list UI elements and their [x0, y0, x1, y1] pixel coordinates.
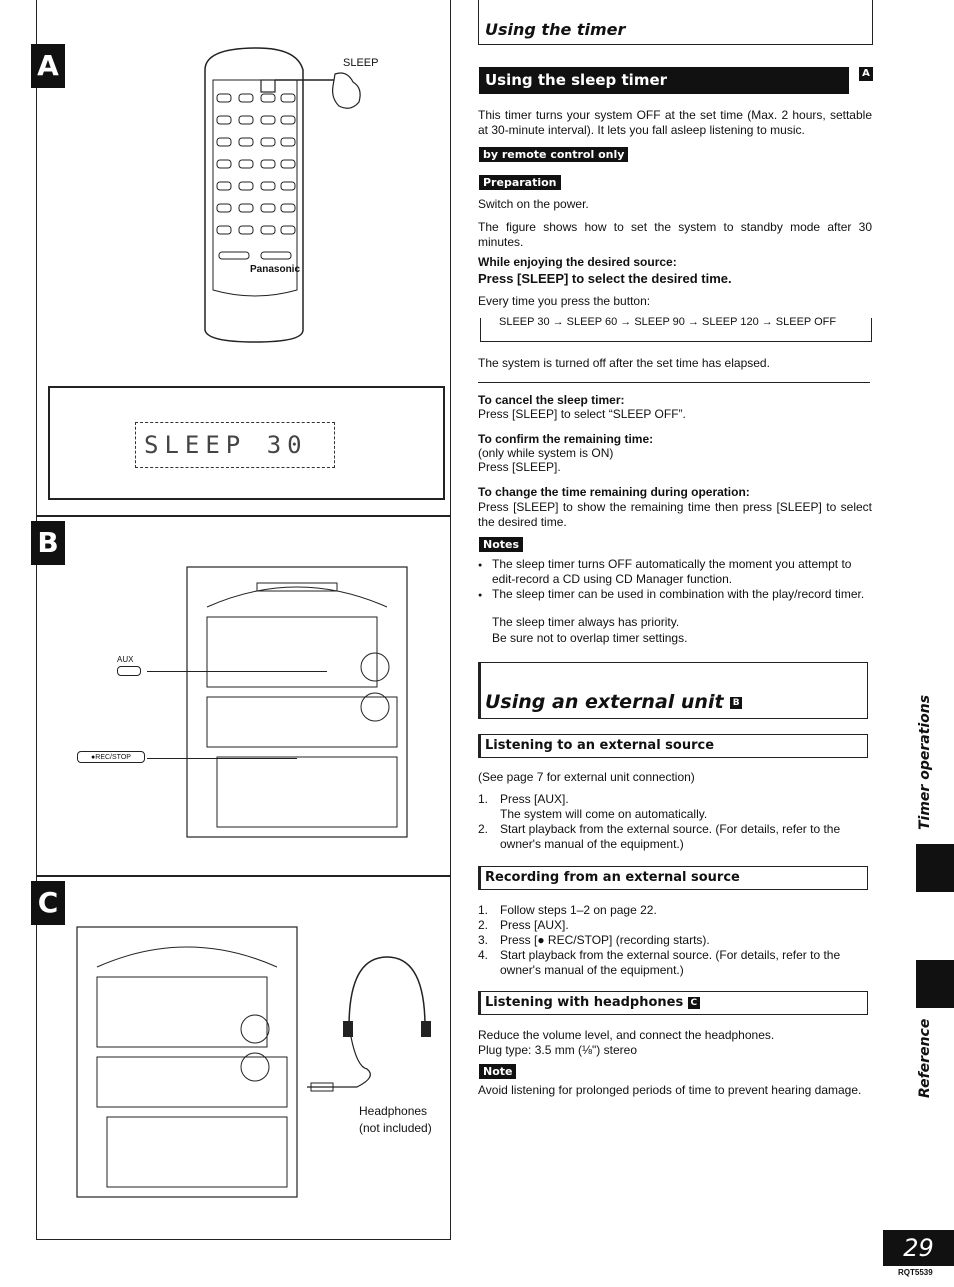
turned-off-text: The system is turned off after the set time has elapsed. — [478, 356, 770, 370]
note-continuation-2: Be sure not to overlap timer settings. — [492, 631, 688, 645]
step-item: 2. Press [AUX]. — [478, 918, 569, 932]
page-title: Using the timer — [485, 20, 626, 39]
notes-list — [478, 557, 872, 602]
remote-control-illustration — [187, 40, 467, 350]
listening-steps — [478, 792, 872, 852]
divider — [478, 382, 870, 383]
listening-heading-box — [478, 734, 868, 758]
headphones-note: (not included) — [359, 1121, 432, 1135]
headphones-heading: Listening with headphones C — [485, 995, 700, 1010]
recording-steps — [478, 903, 872, 978]
change-heading: To change the time remaining during operation: — [478, 485, 750, 499]
rec-stop-button[interactable]: ●REC/STOP — [77, 751, 145, 763]
headphones-heading-box — [478, 991, 868, 1015]
external-unit-title: Using an external unit B — [485, 691, 742, 713]
sleep-sequence: SLEEP 30 → SLEEP 60 → SLEEP 90 → SLEEP 120 → SLEEP OFF — [499, 316, 837, 328]
stereo-system-illustration — [177, 557, 417, 847]
aux-label: AUX — [117, 655, 134, 664]
panel-b — [37, 517, 451, 877]
cancel-heading: To cancel the sleep timer: — [478, 393, 625, 407]
cancel-body: Press [SLEEP] to select “SLEEP OFF”. — [478, 407, 686, 421]
note-continuation-1: The sleep timer always has priority. — [492, 615, 680, 629]
step-item: 3. Press [● REC/STOP] (recording starts). — [478, 933, 710, 947]
figure-shows-text: The figure shows how to set the system to standby mode after 30 minutes. — [478, 220, 872, 249]
section-tab-a: A — [31, 44, 65, 88]
sleep-timer-heading: Using the sleep timer — [479, 67, 849, 94]
sequence-box — [480, 318, 872, 342]
display-readout: SLEEP 30 — [144, 431, 308, 459]
header-box — [478, 0, 873, 45]
panel-a — [37, 0, 451, 517]
recording-heading: Recording from an external source — [485, 870, 740, 885]
sleep-tag-a: A — [859, 67, 873, 81]
see-page-text: (See page 7 for external unit connection) — [478, 770, 695, 784]
stereo-with-headphones-illustration — [67, 917, 447, 1207]
while-enjoying-text: While enjoying the desired source: — [478, 255, 677, 269]
external-unit-box — [478, 662, 868, 719]
step-item: 1. Follow steps 1–2 on page 22. — [478, 903, 657, 917]
remote-only-chip: by remote control only — [479, 147, 628, 162]
confirm-body-2: Press [SLEEP]. — [478, 460, 561, 474]
step-item: The system will come on automatically. — [500, 807, 708, 821]
side-label-timer-operations: Timer operations — [917, 694, 933, 830]
headphones-label: Headphones — [359, 1104, 428, 1118]
note-chip: Note — [479, 1064, 516, 1079]
confirm-body-1: (only while system is ON) — [478, 446, 614, 460]
every-time-text: Every time you press the button: — [478, 294, 651, 308]
step-item: 4. Start playback from the external source. (For details, refer to the owner's manual of the equipment.) — [478, 948, 841, 977]
section-tab-c: C — [31, 881, 65, 925]
section-tab-b: B — [31, 521, 65, 565]
sleep-callout: SLEEP — [343, 57, 379, 69]
listening-heading: Listening to an external source — [485, 738, 715, 753]
change-body: Press [SLEEP] to show the remaining time then press [SLEEP] to select the desired time. — [478, 500, 872, 529]
remote-brand: Panasonic — [250, 264, 301, 275]
press-sleep-instruction: Press [SLEEP] to select the desired time. — [478, 271, 732, 286]
aux-leader-line — [147, 671, 327, 672]
sleep-intro: This timer turns your system OFF at the set time (Max. 2 hours, settable at 30-minute interval). It lets you fall asleep listening to music. — [478, 108, 872, 137]
side-block-reference — [916, 960, 954, 1008]
panel-c — [37, 877, 451, 1240]
display-window — [135, 422, 335, 468]
step-item: 1. Press [AUX]. — [478, 792, 569, 806]
note-item: ● The sleep timer turns OFF automatically the moment you attempt to edit-record a CD using CD Manager function. — [478, 557, 872, 587]
aux-button[interactable] — [117, 666, 141, 676]
recording-heading-box — [478, 866, 868, 890]
preparation-chip: Preparation — [479, 175, 561, 190]
side-label-reference: Reference — [917, 1018, 933, 1098]
document-code: RQT5539 — [898, 1268, 933, 1277]
avoid-text: Avoid listening for prolonged periods of time to prevent hearing damage. — [478, 1083, 862, 1097]
display-panel — [48, 386, 445, 500]
note-item: ● The sleep timer can be used in combination with the play/record timer. — [478, 587, 872, 602]
plug-text: Plug type: 3.5 mm (⅛") stereo — [478, 1043, 637, 1057]
confirm-heading: To confirm the remaining time: — [478, 432, 654, 446]
rec-leader-line — [147, 758, 297, 759]
reduce-text: Reduce the volume level, and connect the headphones. — [478, 1028, 775, 1042]
illustration-column — [36, 0, 451, 1240]
page-number: 29 — [883, 1230, 954, 1266]
side-block-timer — [916, 844, 954, 892]
switch-on-text: Switch on the power. — [478, 197, 589, 211]
notes-chip: Notes — [479, 537, 523, 552]
step-item: 2. Start playback from the external source. (For details, refer to the owner's manual of the equipment.) — [478, 822, 841, 851]
